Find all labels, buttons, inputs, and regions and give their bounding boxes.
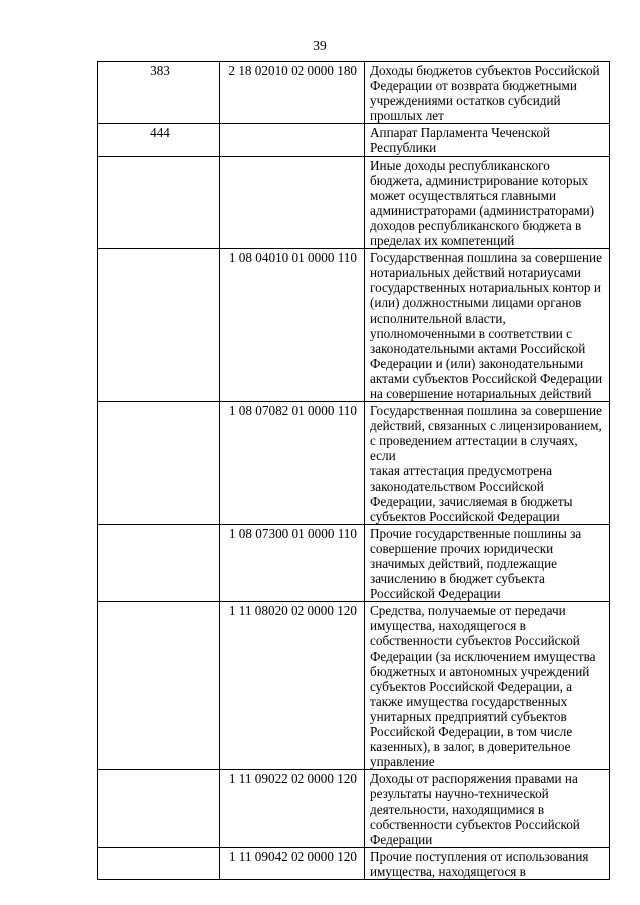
revenue-codes-table [97,61,610,880]
admin-code-cell: 444 [98,124,220,156]
name-line: Федерации, зачисляемая в бюджеты [370,493,573,509]
name-line: имущества, находящегося в [370,863,526,879]
revenue-name-cell [365,524,610,601]
name-line: результаты научно-технической [370,786,549,802]
name-line: уполномоченными в соответствии с [370,325,572,341]
admin-code-cell: 383 [98,62,220,124]
name-line: деятельности, находящимися в [370,801,545,817]
table-row [98,847,610,879]
name-line: Иные доходы республиканского [370,157,550,173]
name-line: казенных), в залог, в доверительное [370,739,571,755]
revenue-code-cell: 1 11 09042 02 0000 120 [220,847,365,879]
table-row [98,402,610,525]
name-line: Республики [370,140,437,156]
table-row [98,62,610,124]
table-row [98,249,610,402]
name-line: Федерации от возврата бюджетными [370,78,577,94]
name-line: пределах их компетенций [370,233,515,249]
revenue-name-cell [365,156,610,249]
revenue-code-cell: 1 11 09022 02 0000 120 [220,770,365,847]
name-line: Прочие поступления от использования [370,848,589,864]
name-line: (или) должностными лицами органов [370,295,582,311]
name-line: Федерации [370,831,433,847]
table-row [98,524,610,601]
name-line: собственности субъектов Российской [370,816,580,832]
name-line: имущества, находящегося в [370,618,526,634]
name-line: бюджета, администрирование которых [370,172,589,188]
name-line: Прочие государственные пошлины за [370,525,582,541]
name-line: Государственная пошлина за совершение [370,250,602,266]
name-line: может осуществляться главными [370,187,557,203]
revenue-code-cell: 1 08 07082 01 0000 110 [220,402,365,525]
name-line: с проведением аттестации в случаях, если [370,433,578,464]
admin-code-cell [98,847,220,879]
revenue-code-cell [220,124,365,156]
name-line: Российской Федерации, в том числе [370,724,573,740]
revenue-name-cell [365,770,610,847]
name-line: исполнительной власти, [370,310,506,326]
admin-code-cell [98,602,220,770]
name-line: доходов республиканского бюджета в [370,217,582,233]
revenue-name-cell [365,249,610,402]
revenue-name-cell [365,602,610,770]
table-row [98,124,610,156]
revenue-name-cell [365,124,610,156]
name-line: совершение прочих юридически [370,540,554,556]
admin-code-cell [98,402,220,525]
name-line: актами субъектов Российской Федерации [370,370,603,386]
name-line: Доходы от распоряжения правами на [370,771,578,787]
revenue-name-cell [365,847,610,879]
name-line: субъектов Российской Федерации, а [370,678,573,694]
admin-code-cell [98,249,220,402]
name-line: субъектов Российской Федерации [370,508,560,524]
name-line: Федерации и (или) законодательными [370,355,584,371]
table-row [98,156,610,249]
name-line: Средства, получаемые от передачи [370,603,566,619]
revenue-code-cell: 1 08 07300 01 0000 110 [220,524,365,601]
name-line: значимых действий, подлежащие [370,556,557,571]
admin-code-cell [98,156,220,249]
name-line: на совершение нотариальных действий [370,385,592,401]
name-line: Доходы бюджетов субъектов Российской [370,63,600,78]
name-line: законодательными актами Российской [370,340,586,356]
name-line: бюджетных и автономных учреждений [370,663,590,679]
revenue-code-cell: 2 18 02010 02 0000 180 [220,62,365,124]
name-line: администраторами (администраторами) [370,202,595,218]
name-line: Федерации (за исключением имущества [370,648,596,664]
name-line: Аппарат Парламента Чеченской [370,125,551,141]
name-line: унитарных предприятий субъектов [370,708,567,724]
revenue-code-cell: 1 11 08020 02 0000 120 [220,602,365,770]
name-line: зачислению в бюджет субъекта [370,571,545,587]
name-line: нотариальных действий нотариусами [370,265,581,281]
name-line: законодательством Российской [370,478,544,494]
name-line: собственности субъектов Российской [370,633,580,649]
revenue-name-cell [365,62,610,124]
admin-code-cell [98,524,220,601]
name-line: прошлых лет [370,108,444,124]
name-line: Российской Федерации [370,586,501,602]
revenue-name-cell [365,402,610,525]
revenue-code-cell [220,156,365,249]
admin-code-cell [98,770,220,847]
name-line: государственных нотариальных контор и [370,280,601,296]
name-line: действий, связанных с лицензированием, [370,418,602,434]
page-number: 39 [313,38,327,53]
name-line: учреждениями остатков субсидий [370,93,561,109]
table-row [98,602,610,770]
name-line: такая аттестация предусмотрена [370,463,553,479]
table-row [98,770,610,847]
revenue-code-cell: 1 08 04010 01 0000 110 [220,249,365,402]
name-line: также имущества государственных [370,693,568,709]
name-line: управление [370,754,435,770]
name-line: Государственная пошлина за совершение [370,403,602,419]
table-body [98,62,610,880]
